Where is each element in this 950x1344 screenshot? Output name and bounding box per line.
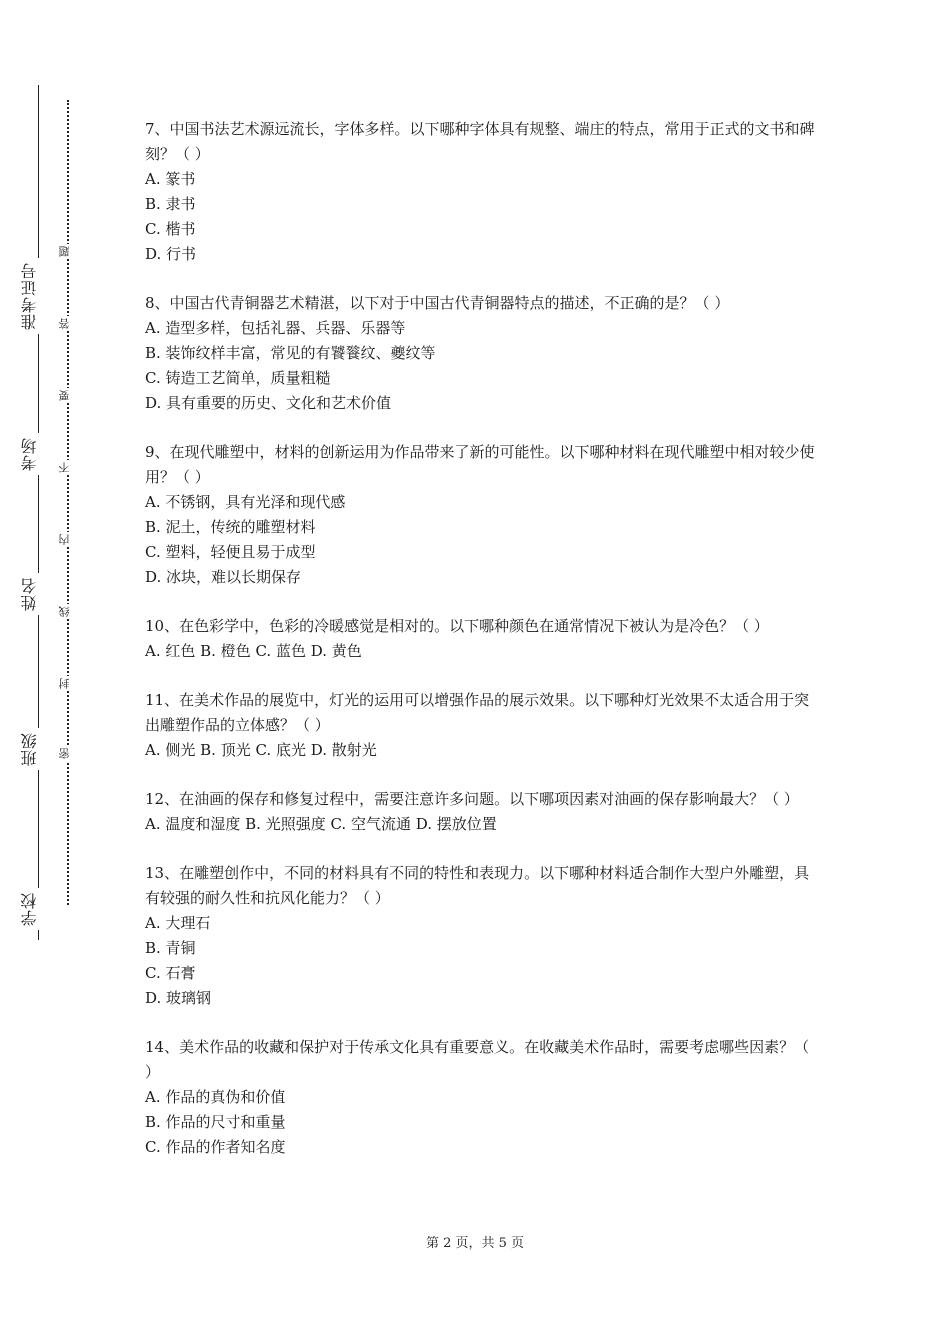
question-stem: 8、中国古代青铜器艺术精湛，以下对于中国古代青铜器特点的描述，不正确的是？（ ）	[145, 294, 730, 312]
option-b: B. 青铜	[145, 939, 196, 957]
question-13	[145, 861, 820, 1011]
options-row: A. 温度和湿度 B. 光照强度 C. 空气流通 D. 摆放位置	[145, 815, 497, 833]
options-row: A. 红色 B. 橙色 C. 蓝色 D. 黄色	[145, 642, 362, 660]
option-a: A. 作品的真伪和价值	[145, 1088, 286, 1106]
seal-char-mi: 密	[59, 746, 75, 761]
page-number-footer: 第 2 页，共 5 页	[425, 1236, 525, 1251]
student-name-label: 姓名	[22, 573, 54, 615]
seal-char-xian: 线	[59, 604, 75, 619]
option-d: D. 玻璃钢	[145, 989, 212, 1007]
option-d: D. 具有重要的历史、文化和艺术价值	[145, 394, 392, 412]
question-11	[145, 688, 820, 763]
option-a: A. 不锈钢，具有光泽和现代感	[145, 493, 346, 511]
solid-binding-line	[38, 85, 39, 940]
question-stem: 9、在现代雕塑中，材料的创新运用为作品带来了新的可能性。以下哪种材料在现代雕塑中相对较少使用？（ ）	[145, 443, 815, 486]
seal-char-nei: 内	[59, 532, 75, 547]
seal-char-feng: 封	[59, 676, 75, 691]
seal-char-bu: 不	[59, 460, 75, 475]
option-c: C. 作品的作者知名度	[145, 1138, 286, 1156]
option-a: A. 篆书	[145, 170, 196, 188]
question-12	[145, 787, 820, 837]
question-stem: 12、在油画的保存和修复过程中，需要注意许多问题。以下哪项因素对油画的保存影响最大？（ ）	[145, 790, 799, 808]
question-stem: 10、在色彩学中，色彩的冷暖感觉是相对的。以下哪种颜色在通常情况下被认为是冷色？（ ）	[145, 617, 769, 635]
question-stem: 14、美术作品的收藏和保护对于传承文化具有重要意义。在收藏美术作品时，需要考虑哪些因素？（ ）	[145, 1038, 810, 1081]
option-b: B. 装饰纹样丰富，常见的有饕餮纹、夔纹等	[145, 344, 436, 362]
question-stem: 7、中国书法艺术源远流长，字体多样。以下哪种字体具有规整、端庄的特点，常用于正式的文书和碑刻？（ ）	[145, 120, 815, 163]
option-c: C. 石膏	[145, 964, 196, 982]
question-8	[145, 291, 820, 416]
school-label: 学校	[22, 888, 54, 930]
option-b: B. 泥土，传统的雕塑材料	[145, 518, 316, 536]
question-7	[145, 117, 820, 267]
option-a: A. 造型多样，包括礼器、兵器、乐器等	[145, 319, 406, 337]
question-list	[145, 117, 820, 1184]
option-c: C. 铸造工艺简单，质量粗糙	[145, 369, 331, 387]
option-b: B. 隶书	[145, 195, 196, 213]
option-c: C. 楷书	[145, 220, 196, 238]
seal-char-yao: 要	[59, 388, 75, 403]
option-d: D. 冰块，难以长期保存	[145, 568, 302, 586]
option-d: D. 行书	[145, 245, 197, 263]
question-9	[145, 440, 820, 590]
exam-room-label: 考场	[22, 433, 54, 475]
seal-char-da: 答	[59, 316, 75, 331]
dotted-seal-line	[67, 100, 69, 905]
option-c: C. 塑料，轻便且易于成型	[145, 543, 316, 561]
seal-char-ti: 题	[59, 244, 75, 259]
question-stem: 13、在雕塑创作中，不同的材料具有不同的特性和表现力。以下哪种材料适合制作大型户外雕塑，具有较强的耐久性和抗风化能力？（ ）	[145, 864, 810, 907]
question-stem: 11、在美术作品的展览中，灯光的运用可以增强作品的展示效果。以下哪种灯光效果不太适合用于突出雕塑作品的立体感？（ ）	[145, 691, 810, 734]
options-row: A. 侧光 B. 顶光 C. 底光 D. 散射光	[145, 741, 377, 759]
binding-margin	[0, 0, 80, 1344]
question-14	[145, 1035, 820, 1160]
class-label: 班级	[22, 728, 54, 770]
question-10	[145, 614, 820, 664]
option-b: B. 作品的尺寸和重量	[145, 1113, 286, 1131]
exam-number-label: 准考证号	[22, 258, 54, 334]
option-a: A. 大理石	[145, 914, 211, 932]
